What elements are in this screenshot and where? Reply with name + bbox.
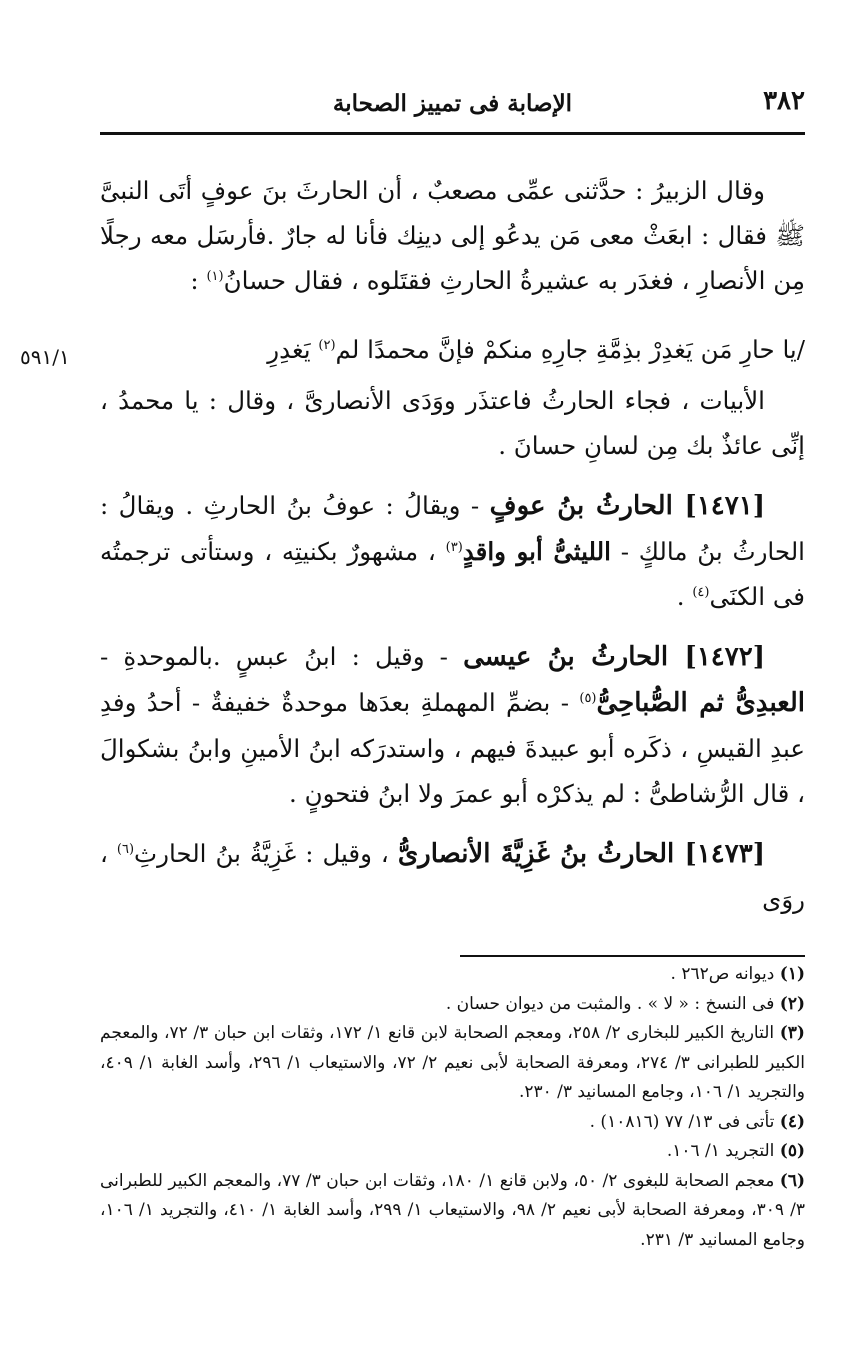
entry-1471-text-c: . [676, 582, 693, 611]
entry-1471 [100, 483, 805, 619]
footnote-text: ديوانه ص٢٦٢ . [670, 964, 780, 984]
entry-1473-name: الحارثُ بنُ غَزِيَّةَ الأنصارىُّ [397, 839, 685, 869]
poem-verse-b: يَغدِرِ [267, 335, 319, 364]
entry-1472-nisba: العبدِىُّ ثم الصُّباحِىُّ [596, 688, 805, 718]
footnote-text: التاريخ الكبير للبخارى ٢/ ٢٥٨، ومعجم الصحابة لابن قانع ١/ ١٧٢، وثقات ابن حبان ٣/ ٧٢، والمعجم الكبير للطبرانى ٣/ ٢٧٤، ومعرفة الصحابة لأبى نعيم ٢/ ٧٢، والاستيعاب ١/ ٢٩٦، وأسد الغابة ١/ ٤٠٩، والتجريد ١/ ١٠٦، وجامع المسانيد ٣/ ٢٣٠. [100, 1023, 805, 1102]
entry-1471-text-a: - ويقالُ : عوفُ بنُ الحارثِ . ويقالُ : الحارثُ بنُ مالكٍ - [100, 491, 805, 566]
footnote-ref-3: (٣) [445, 539, 463, 555]
footnote-text: فى النسخ : « لا » . والمثبت من ديوان حسان . [445, 993, 780, 1014]
footnote-ref-2: (٢) [318, 337, 336, 353]
footnote [100, 990, 805, 1020]
footnote-ref-4: (٤) [692, 584, 710, 600]
footnote [100, 1167, 805, 1256]
footnote-number: (٣) [779, 1023, 805, 1043]
footnote [100, 1019, 805, 1108]
entry-1473-text-b: ، روَى [100, 839, 805, 914]
entry-1472-text-a: - وقيل : ابنُ عبسٍ .بالموحدةِ - [100, 642, 464, 671]
footnote-number: (٥) [779, 1141, 805, 1161]
entry-1472-number: [١٤٧٢] [684, 642, 765, 672]
footnote-rule [460, 955, 805, 957]
entry-1471-kunya: الليثىُّ أبو واقدٍ [462, 537, 611, 566]
page-number: ٣٨٢ [763, 86, 805, 116]
paragraph-1-text: وقال الزبيرُ : حدَّثنى عمِّى مصعبٌ ، أن الحارثَ بنَ عوفٍ أتَى النبىَّ ﷺ فقال : ابعَثْ معى مَن يدعُو إلى دينِك فأنا له جارٌ .فأرسَل معه رجلًا مِن الأنصارِ ، فغدَر به عشيرةُ الحارثِ فقتَلوه ، فقال حسانُ [100, 176, 805, 295]
entry-1473 [100, 831, 805, 922]
paragraph-1 [100, 168, 805, 303]
footnote-number: (٤) [779, 1111, 805, 1132]
footnote-ref-6: (٦) [116, 841, 135, 857]
entry-1473-number: [١٤٧٣] [684, 839, 765, 869]
paragraph-2: الأبيات ، فجاء الحارثُ فاعتذَر ووَدَى الأنصارىَّ ، وقال : يا محمدُ ، إنِّى عائذٌ بك مِن لسانِ حسانَ . [100, 386, 805, 460]
entry-1471-name: الحارثُ بنُ عوفٍ [489, 491, 685, 521]
footnote [100, 1108, 805, 1138]
poem-verse-a: /يا حارِ مَن يَغدِرْ بذِمَّةِ جارِهِ منكمْ فإنَّ محمدًا لم [335, 335, 805, 364]
footnote-text: معجم الصحابة للبغوى ٢/ ٥٠، ولابن قانع ١/ ١٨٠، وثقات ابن حبان ٣/ ٧٧، والمعجم الكبير للطبرانى ٣/ ٣٠٩، ومعرفة الصحابة لأبى نعيم ٢/ ٩٨، والاستيعاب ١/ ٢٩٩، وأسد الغابة ١/ ٤١٠، والتجريد ١/ ١٠٦، وجامع المسانيد ٣/ ٢٣١. [100, 1170, 806, 1250]
page-header [100, 80, 805, 126]
entry-1472-text-b: - بضمِّ المهملةِ بعدَها موحدةٌ خفيفةٌ - أحدُ وفدِ عبدِ القيسِ ، ذكَره أبو عبيدةَ فيهم ، واستدرَكه ابنُ الأمينِ وابنُ بشكوالَ ، قال الرُّشاطىُّ : لم يذكرْه أبو عمرَ ولا ابنُ فتحونٍ . [100, 688, 805, 808]
footnote-text: تأتى فى ١٣/ ٧٧ (١٠٨١٦) . [589, 1111, 780, 1132]
footnote-number: (٢) [779, 993, 805, 1014]
footnote [100, 1137, 805, 1167]
footnote-number: (٦) [779, 1170, 805, 1191]
entry-1472-name: الحارثُ بنُ عيسى [463, 642, 685, 672]
paragraph-1-end: : [190, 266, 207, 295]
footnote-ref-1: (١) [206, 268, 224, 284]
footnote [100, 960, 805, 990]
running-title: الإصابة فى تمييز الصحابة [332, 90, 573, 117]
entry-1471-number: [١٤٧١] [684, 491, 766, 521]
header-rule [100, 132, 805, 135]
footnote-number: (١) [779, 964, 805, 984]
footnote-ref-5: (٥) [579, 690, 597, 706]
footnote-text: التجريد ١/ ١٠٦. [666, 1141, 780, 1161]
entry-1473-text-a: ، وقيل : غَزِيَّةُ بنُ الحارثِ [134, 839, 398, 868]
footnotes [100, 960, 805, 1255]
margin-note: ٥٩١/١ [20, 345, 70, 369]
main-text [100, 168, 805, 922]
entry-1472 [100, 634, 805, 816]
poem-verse [100, 327, 805, 372]
entry-1471-text-b: ، مشهورٌ بكنيتِه ، وستأتى ترجمتُه فى الكنَى [100, 537, 805, 611]
